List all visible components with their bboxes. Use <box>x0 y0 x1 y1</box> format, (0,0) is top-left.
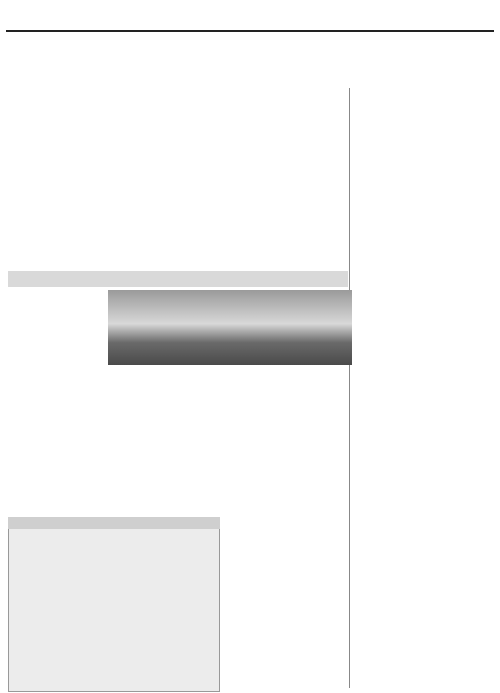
letter-1-col-b <box>114 372 232 512</box>
next-week-preview-box <box>8 517 220 692</box>
editor-text-col2 <box>94 94 176 266</box>
editor-text-col3 <box>180 94 262 266</box>
preview-header-bar <box>8 517 220 529</box>
header-rule <box>6 30 494 32</box>
exchange-section-bar <box>8 271 348 287</box>
letter-2-text <box>238 372 346 682</box>
editor-text-col4 <box>354 94 494 686</box>
column-divider <box>349 88 350 688</box>
letter-1-col-a <box>8 372 108 512</box>
desert-photo <box>108 290 352 365</box>
editor-text-col1 <box>8 94 90 266</box>
